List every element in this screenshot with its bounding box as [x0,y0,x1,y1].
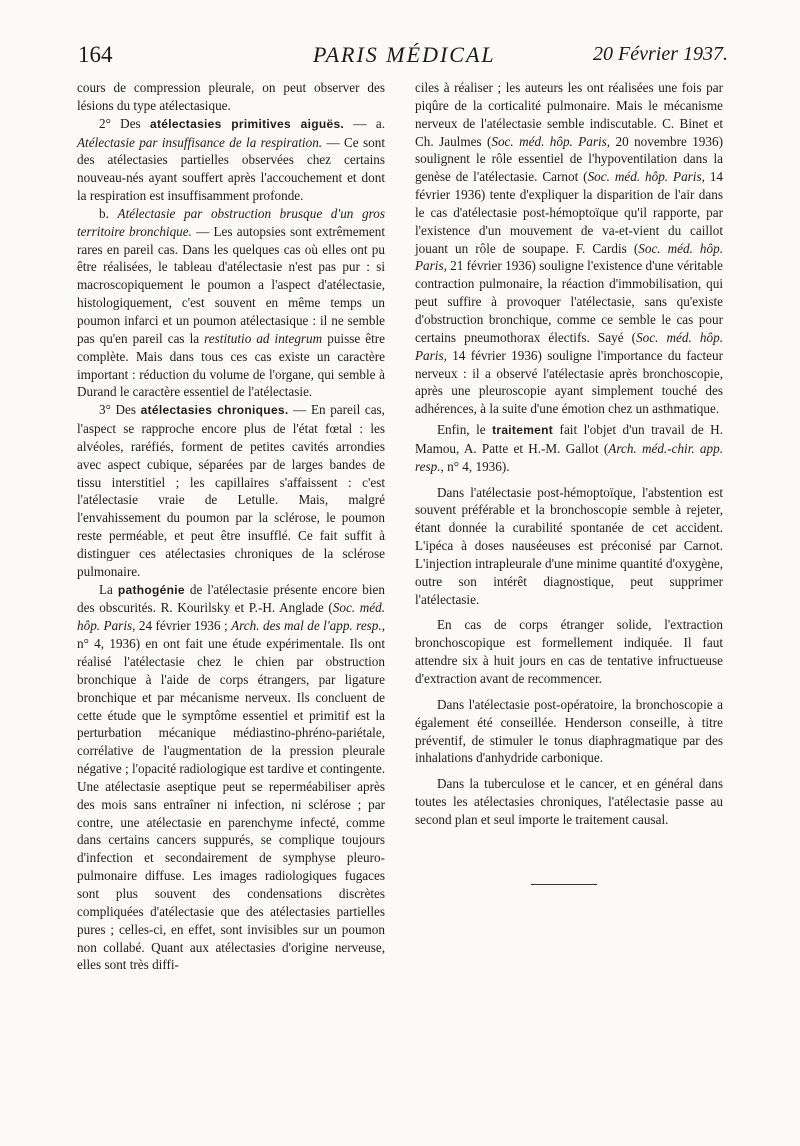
running-header [78,42,728,72]
section-heading: pathogénie [117,582,185,597]
page-number: 164 [78,42,113,67]
subsection-heading: Atélectasie par obstruction brusque d'un gros territoire bronchique. [77,205,385,239]
paragraph: cours de compression pleurale, on peut observer des lésions du type atélectasique. [77,80,385,113]
citation: Arch. des mal de l'app. resp., [231,618,385,634]
subsection-heading: Atélectasie par insuffisance de la respiration. [77,134,323,150]
section-heading: atélectasies chroniques. [140,403,289,418]
right-column [415,79,723,829]
left-column [77,79,385,974]
journal-title: PARIS MÉDICAL [313,42,496,67]
citation: Soc. méd. hôp. Paris, [587,169,705,185]
section-heading: traitement [492,423,554,438]
paragraph: Dans l'atélectasie post-opératoire, la bronchoscopie a également été conseillée. Henderson conseille, à titre préventif, de stimuler le tonus diaphragmatique par des inhalations d'anhydride carbonique. [415,696,723,766]
issue-date: 20 Février 1937. [593,43,728,65]
paragraph: Dans la tuberculose et le cancer, et en général dans toutes les atélectasies chroniques, l'atélectasie passe au second plan et seul importe le traitement causal. [415,776,723,827]
section-heading: atélectasies primitives aiguës. [149,116,345,131]
citation: Arch. méd.-chir. app. resp., [415,440,723,474]
paragraph: ciles à réaliser ; les auteurs les ont réalisées une fois par piqûre de la corticalité pulmonaire. Mais le mécanisme nerveux de l'atélectasie semble indiscutable. C. Binet et Ch. Jaulmes (Soc. méd. hôp. Paris, 20 novembre 1936) soulignent le rôle essentiel de l'hypoventilation dans la genèse de l'atélectasie. Carnot (Soc. méd. hôp. Paris, 14 février 1936) tente d'expliquer la disparition de l'air dans le cas d'atélectasie post-hémoptoïque qu'il rapporte, par l'existence d'un mouvement de va-et-vient du caillot jouant un rôle de soupape. F. Cardis (Soc. méd. hôp. Paris, 21 février 1936) souligne l'existence d'une véritable contraction pulmonaire, la réaction d'immobilisation, qui peut suffire à provoquer l'atélectasie, sans qu'existe d'obstruction bronchique, comme ce semble le cas pour certains pneumothorax électifs. Sayé (Soc. méd. hôp. Paris, 14 février 1936) souligne l'importance du facteur nerveux : il a observé l'atélectasie après bronchoscopie, après une pleuroscopie ayant simplement touché des adhérences, à la suite d'une émotion chez un asthmatique. [415,80,724,417]
paragraph: La pathogénie de l'atélectasie présente encore bien des obscurités. R. Kourilsky et P.-H. Anglade (Soc. méd. hôp. Paris, 24 février 1936 ; Arch. des mal de l'app. resp., n° 4, 1936) en ont fait une étude expérimentale. Ils ont réalisé l'atélectasie chez le chien par obstruction bronchique à l'aide de corps étrangers, par ligature bronchique et par mécanisme nerveux. Ils concluent de cette étude que le symptôme essentiel et primitif est la perturbation mécanique médiastino-phréno-pariétale, corrélative de l'augmentation de la pression pleurale négative ; l'opacité radiologique est tardive et contingente. Une atélectasie aseptique peut se reperméabiliser après des mois sans entraîner ni infection, ni sclérose ; par contre, une atélectasie en parenchyme infecté, comme dans certains cancers suppurés, se complique toujours d'infection et secondairement de symphyse pleuro-pulmonaire diffuse. Les images radiologiques fugaces sont plus souvent des condensations discrètes compliquées d'atélectasie que des atélectasies partielles pures ; celles-ci, en effet, sont invisibles sur un poumon non collabé. Quant aux atélectasies d'origine nerveuse, elles sont très diffi- [77,581,385,973]
paragraph: 2° Des atélectasies primitives aiguës. — a. Atélectasie par insuffisance de la respiration. — Ce sont des atélectasies partielles observées chez certains nouveau-nés ayant souffert après l'accouchement et dont la respiration est insuffisamment profonde. [77,115,385,204]
paragraph: b. Atélectasie par obstruction brusque d'un gros territoire bronchique. — Les autopsies sont extrêmement rares en pareil cas. Dans les quelques cas où elles ont pu être réalisées, le tableau d'atélectasie n'est pas pur : si macroscopiquement le poumon a l'aspect d'atélectasie, histologiquement, c'est souvent en même temps un poumon infarci et un poumon atélectasique : il ne semble pas qu'en pareil cas la restitutio ad integrum puisse être complète. Mais dans tous ces cas existe un caractère important : réduction du volume de l'organe, qui semble à Durand le caractère essentiel de l'atélectasie. [77,205,385,400]
citation: Soc. méd. hôp. Paris, [77,600,385,634]
paragraph: 3° Des atélectasies chroniques. — En pareil cas, l'aspect se rapproche encore plus de l'état fœtal : les alvéoles, raréfiés, forment de petites cavités arrondies avec aspect cubique, séparées par de larges bandes de tissu interstitiel ; les capillaires s'affaissent : c'est l'atélectasie vraie de Letulle. Mais, malgré l'envahissement du poumon par la sclérose, le poumon reste perméable, et peut être insufflé. Ce fait suffit à distinguer ces atélectasies chroniques de la sclérose pulmonaire. [77,402,385,579]
paragraph: En cas de corps étranger solide, l'extraction bronchoscopique est formellement indiquée. Il faut attendre six à huit jours en cas de tentative infructueuse d'extraction avant de recommencer. [415,617,723,686]
citation: Soc. méd. hôp. Paris, [491,133,611,149]
citation: Soc. méd. hôp. Paris, [415,329,723,363]
paragraph: Dans l'atélectasie post-hémoptoïque, l'abstention est souvent préférable et la bronchoscopie semble à rejeter, étant donnée la curabilité spontanée de cet accident. L'ipéca à doses nauséeuses est préconisé par Carnot. L'injection intrapleurale d'une minime quantité d'oxygène, outre son intérêt diagnostique, peut supprimer l'atélectasie. [415,484,723,607]
paragraph: Enfin, le traitement fait l'objet d'un travail de H. Mamou, A. Patte et H.-M. Gallot (Arch. méd.-chir. app. resp., n° 4, 1936). [415,422,723,474]
citation: Soc. méd. hôp. Paris, [415,240,723,274]
end-rule [531,884,597,885]
